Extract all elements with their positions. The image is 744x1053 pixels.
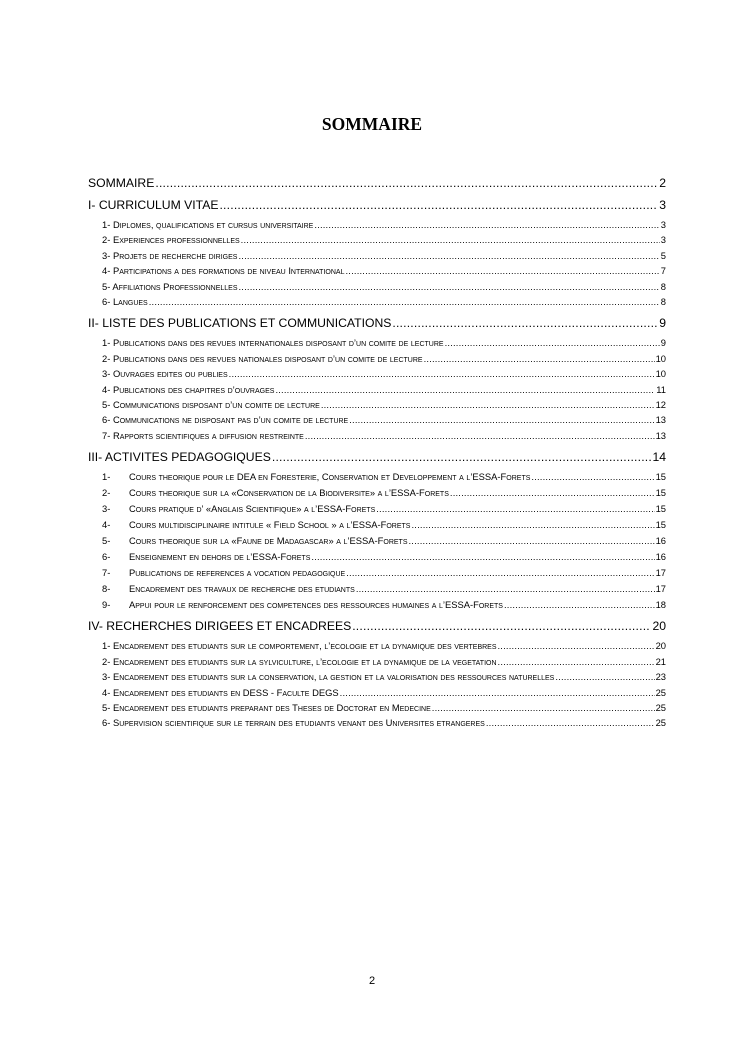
toc-entry-number: 7- [102,566,111,578]
toc-entry[interactable] [88,715,666,730]
dot-leader [349,412,654,427]
toc-entry-page: 8 [660,280,666,292]
toc-entry-page: 20 [655,640,666,652]
toc-entry-page: 21 [655,655,666,667]
toc-entry[interactable] [88,485,666,501]
toc-entry[interactable] [88,501,666,517]
toc-entry-label: 2- Encadrement des etudiants sur la sylviculture, l’ecologie et la dynamique de la vegetation [102,655,497,667]
dot-leader [498,638,655,653]
toc-entry-label: Appui pour le renforcement des competences des ressources humaines a l’ESSA-Forets [129,598,503,610]
toc-entry-page: 14 [652,450,666,465]
toc-entry-label: 6- Communications ne disposant pas d’un comite de lecture [102,414,349,426]
toc-entry[interactable] [88,700,666,715]
dot-leader [486,715,655,730]
toc-entry-label: Enseignement en dehors de l’ESSA-Forets [129,550,311,562]
dot-leader [238,279,659,294]
toc-entry[interactable] [88,279,666,294]
toc-entry-page: 17 [655,582,666,594]
toc-entry-page: 15 [655,503,666,515]
toc-entry-label: IV- RECHERCHES DIRIGEES ET ENCADREES [88,619,352,634]
toc-entry-page: 18 [655,598,666,610]
toc-entry[interactable] [88,294,666,309]
toc-entry-number: 2- [102,487,111,499]
dot-leader [272,449,652,465]
toc-entry-label: Cours theorique pour le DEA en Foresterie, Conservation et Developpement a l’ESSA-Forets [129,471,531,483]
dot-leader [531,469,654,485]
toc-entry-label: 6- Langues [102,296,148,308]
dot-leader [498,654,655,669]
toc-entry-page: 15 [655,487,666,499]
toc-entry-label: 5- Encadrement des etudiants preparant des Theses de Doctorat en Medecine [102,702,431,714]
dot-leader [504,597,655,613]
toc-entry-number: 6- [102,550,111,562]
toc-section-recherches-dirigees[interactable] [88,618,666,634]
toc-entry-label: Cours theorique sur la «Faune de Madagascar» a l’ESSA-Forets [129,534,408,546]
dot-leader [424,351,655,366]
dot-leader [238,248,659,263]
toc-entry-label: II- LISTE DES PUBLICATIONS ET COMMUNICATIONS [88,316,392,331]
toc-entry-page: 7 [660,265,666,277]
toc-entry[interactable] [88,549,666,565]
toc-entry-label: Encadrement des travaux de recherche des etudiants [129,582,355,594]
toc-entry-label: 2- Publications dans des revues nationales disposant d’un comite de lecture [102,352,423,364]
toc-entry-page: 25 [655,717,666,729]
toc-entry-sommaire[interactable] [88,175,666,191]
dot-leader [305,428,655,443]
toc-entry[interactable] [88,533,666,549]
toc-entry-page: 16 [655,534,666,546]
toc-entry-label: I- CURRICULUM VITAE [88,198,219,212]
toc-entry-label: 3- Projets de recherche diriges [102,249,238,261]
toc-entry-label: 1- Diplomes, qualifications et cursus universitaire [102,219,314,230]
toc-entry-label: 3- Encadrement des etudiants sur la conservation, la gestion et la valorisation des ressources naturelles [102,671,555,683]
toc-entry[interactable] [88,428,666,443]
dot-leader [314,217,659,232]
toc-entry-label: 4- Publications des chapitres d’ouvrages [102,383,275,395]
toc-entry-label: 6- Supervision scientifique sur le terrain des etudiants venant des Universites etrangeres [102,717,485,729]
dot-leader [409,533,655,549]
toc-entry-page: 23 [655,671,666,683]
toc-entry-page: 16 [655,550,666,562]
toc-entry-page: 17 [655,566,666,578]
dot-leader [356,581,655,597]
toc-entry-label: Cours theorique sur la «Conservation de la Biodiversite» a l’ESSA-Forets [129,487,449,499]
toc-entry-page: 15 [655,519,666,530]
page-number: 2 [368,975,376,987]
toc-entry-page: 9 [659,316,666,331]
toc-entry-label: 5- Communications disposant d’un comite de lecture [102,399,320,411]
dot-leader [392,315,658,331]
toc-entry-page: 20 [652,619,666,634]
toc-entry[interactable] [88,351,666,366]
toc-entry-label: 7- Rapports scientifiques a diffusion restreinte [102,429,304,441]
dot-leader [450,485,655,501]
dot-leader [445,335,660,350]
toc-entry-label: 3- Ouvrages edites ou publies [102,368,228,380]
toc-entry-label: 5- Affiliations Professionnelles [102,280,238,292]
dot-leader [311,549,654,565]
toc-entry[interactable] [88,397,666,412]
dot-leader [241,232,660,247]
dot-leader [555,669,654,684]
toc-section-curriculum-vitae[interactable] [88,197,666,213]
toc-entry-number: 4- [102,519,111,530]
toc-entry-number: 3- [102,503,111,515]
toc-section-activites-pedagogiques[interactable] [88,449,666,465]
toc-entry-label: Cours pratique d’ «Anglais Scientifique» a l’ESSA-Forets [129,503,376,515]
dot-leader [346,565,654,581]
toc-entry-page: 2 [659,176,666,190]
toc-entry[interactable] [88,382,666,397]
dot-leader [376,501,654,517]
toc-entry-page: 8 [660,296,666,308]
toc-entry[interactable] [88,581,666,597]
dot-leader [155,175,658,191]
toc-entry-label: SOMMAIRE [88,176,155,190]
toc-entry-number: 9- [102,598,111,610]
toc-entry[interactable] [88,469,666,485]
toc-entry[interactable] [88,412,666,427]
toc-entry-page: 9 [660,337,666,349]
toc-entry-page: 10 [655,352,666,364]
dot-leader [340,685,655,700]
toc-entry[interactable] [88,654,666,669]
toc-entry-label: 1- Publications dans des revues internationales disposant d’un comite de lecture [102,337,444,349]
dot-leader [275,382,655,397]
toc-entry[interactable] [88,217,666,232]
toc-entry-page: 25 [655,686,666,698]
toc-entry[interactable] [88,597,666,613]
toc-entry-page: 13 [655,414,666,426]
toc-entry[interactable] [88,366,666,381]
toc-entry-number: 8- [102,582,111,594]
dot-leader [352,618,651,634]
dot-leader [432,700,655,715]
toc-entry-label: 1- Encadrement des etudiants sur le comportement, l’ecologie et la dynamique des vertebres [102,640,497,652]
toc-entry[interactable] [88,335,666,350]
table-of-contents [88,172,666,731]
toc-entry-page: 3 [659,198,666,212]
toc-entry-number: 5- [102,534,111,546]
toc-entry[interactable] [88,565,666,581]
page-title: SOMMAIRE [321,114,423,134]
toc-entry-page: 3 [660,219,666,230]
toc-entry[interactable] [88,263,666,278]
toc-entry-page: 25 [655,702,666,714]
toc-entry[interactable] [88,669,666,684]
dot-leader [219,197,658,213]
toc-entry-number: 1- [102,471,111,483]
dot-leader [411,517,654,533]
toc-entry[interactable] [88,685,666,700]
toc-entry-label: III- ACTIVITES PEDAGOGIQUES [88,450,271,465]
dot-leader [229,366,655,381]
toc-entry-label: 4- Encadrement des etudiants en DESS - Faculte DEGS [102,686,339,698]
toc-entry-page: 11 [656,383,666,395]
toc-entry-page: 12 [655,399,666,411]
toc-entry[interactable] [88,638,666,653]
toc-entry[interactable] [88,248,666,263]
toc-section-publications[interactable] [88,315,666,331]
toc-entry[interactable] [88,517,666,533]
toc-entry[interactable] [88,232,666,247]
toc-entry-page: 5 [660,249,666,261]
toc-entry-page: 13 [655,429,666,441]
dot-leader [321,397,655,412]
toc-entry-label: Cours multidisciplinaire intitule « Field School » a l’ESSA-Forets [129,519,411,530]
toc-entry-page: 10 [655,368,666,380]
dot-leader [345,263,659,278]
toc-entry-label: 2- Experiences professionnelles [102,234,240,246]
toc-entry-label: 4- Participations a des formations de niveau International [102,265,345,277]
toc-entry-page: 3 [660,234,666,246]
toc-entry-page: 15 [655,471,666,483]
dot-leader [149,294,660,309]
toc-entry-label: Publications de references a vocation pedagogique [129,566,346,578]
